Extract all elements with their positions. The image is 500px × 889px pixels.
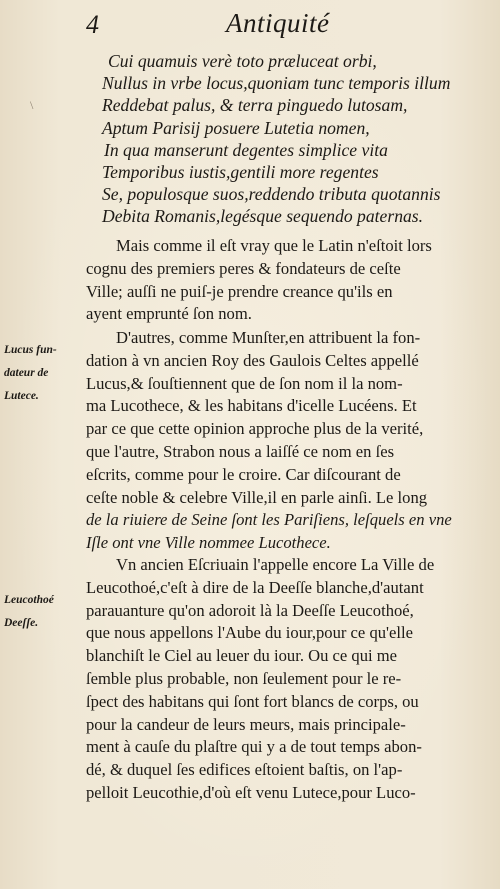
text-line: ment à cauſe du plaſtre qui y a de tout temps abon- bbox=[86, 737, 422, 757]
text-line: Lucus,& ſouſtiennent que de ſon nom il la nom- bbox=[86, 373, 403, 393]
latin-verse bbox=[100, 50, 496, 228]
text-line: ſpect des habitans qui ſont fort blancs de corps, ou bbox=[86, 691, 419, 711]
text-line: Iſle ont vne Ville nommee Lucothece. bbox=[86, 533, 331, 553]
verse-line: Aptum Parisij posuere Lutetia nomen, bbox=[102, 117, 370, 138]
page-number: 4 bbox=[86, 10, 99, 39]
text-line: par ce que cette opinion approche plus de la verité, bbox=[86, 419, 424, 439]
paragraph-1 bbox=[86, 235, 490, 326]
text-line: pelloit Leucothie,d'où eſt venu Lutece,pour Luco- bbox=[86, 782, 416, 802]
margin-note-line: Leucothoé bbox=[4, 594, 54, 606]
verse-line: In qua manserunt degentes simplice vita bbox=[104, 139, 388, 160]
margin-mark: \ bbox=[30, 98, 34, 112]
text-line: Vn ancien Eſcriuain l'appelle encore La Ville de bbox=[116, 555, 435, 574]
text-line: ma Lucothece, & les habitans d'icelle Lucéens. Et bbox=[86, 396, 417, 416]
verse-line: Reddebat palus, & terra pinguedo lutosam, bbox=[102, 95, 408, 116]
text-line: de la riuiere de Seine ſont les Pariſiens, leſquels en vne bbox=[86, 510, 452, 530]
text-line: Leucothoé,c'eſt à dire de la Deeſſe blanche,d'autant bbox=[86, 577, 424, 597]
paragraph-3 bbox=[86, 554, 490, 805]
verse-line: Debita Romanis,legésque sequendo paternas. bbox=[102, 206, 424, 227]
text-line: pour la candeur de leurs meurs, mais principale- bbox=[86, 714, 406, 734]
text-line: que l'autre, Strabon nous a laiſſé ce nom en ſes bbox=[86, 441, 395, 461]
margin-note-lucus bbox=[4, 339, 84, 408]
text-line: que nous appellons l'Aube du iour,pour ce qu'elle bbox=[86, 623, 413, 643]
paragraph-2 bbox=[86, 327, 490, 555]
text-line: Mais comme il eſt vray que le Latin n'eſtoit lors bbox=[116, 236, 432, 255]
margin-note-line: dateur de bbox=[4, 367, 49, 379]
verse-line: Se, populosque suos,reddendo tributa quotannis bbox=[102, 184, 441, 205]
margin-note-line: Deeſſe. bbox=[4, 617, 39, 629]
text-line: ceſte noble & celebre Ville,il en parle ainſi. Le long bbox=[86, 487, 428, 507]
text-line: dation à vn ancien Roy des Gaulois Celtes appellé bbox=[86, 350, 419, 370]
running-title: Antiquité bbox=[226, 8, 330, 38]
text-line: ayent emprunté ſon nom. bbox=[86, 304, 252, 324]
verse-line: Nullus in vrbe locus,quoniam tunc temporis illum bbox=[102, 73, 451, 94]
text-line: eſcrits, comme pour le croire. Car diſcourant de bbox=[86, 464, 401, 484]
text-line: ſemble plus probable, non ſeulement pour le re- bbox=[86, 668, 402, 688]
verse-line: Cui quamuis verè toto præluceat orbi, bbox=[108, 51, 377, 71]
verse-line: Temporibus iustis,gentili more regentes bbox=[102, 161, 379, 182]
text-line: parauanture qu'on adoroit là la Deeſſe Leucothoé, bbox=[86, 600, 414, 620]
text-line: cognu des premiers peres & fondateurs de ceſte bbox=[86, 258, 401, 278]
page-header bbox=[0, 6, 500, 40]
margin-note-line: Lucus fun- bbox=[4, 344, 57, 356]
text-line: dé, & duquel ſes edifices eſtoient baſtis, on l'ap- bbox=[86, 760, 403, 780]
text-line: D'autres, comme Munſter,en attribuent la fon- bbox=[116, 328, 421, 347]
margin-note-line: Lutece. bbox=[4, 390, 39, 402]
margin-note-leucothoe bbox=[4, 589, 84, 635]
text-line: Ville; auſſi ne puiſ-je prendre creance qu'ils en bbox=[86, 281, 393, 301]
text-line: blanchiſt le Ciel au leuer du iour. Ou ce qui me bbox=[86, 646, 398, 666]
